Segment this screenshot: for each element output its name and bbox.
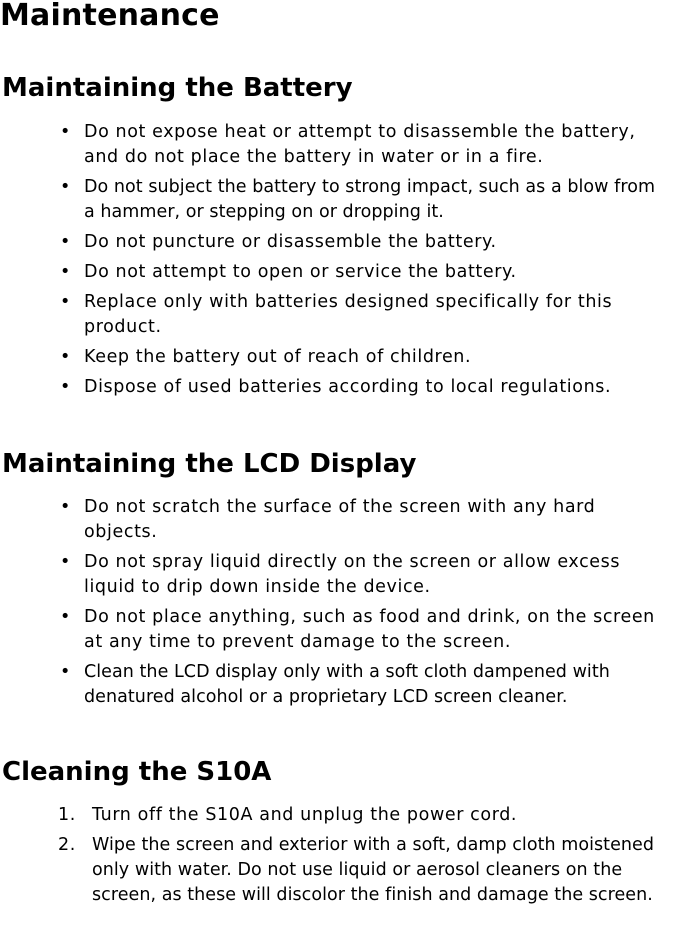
list-item	[60, 345, 670, 370]
list-item-text: Turn off the S10A and unplug the power cord.	[92, 805, 518, 825]
step-number: 1.	[58, 805, 76, 825]
list-item	[60, 550, 670, 600]
list-item	[60, 495, 670, 545]
list-item	[60, 375, 670, 400]
page-title: Maintenance	[0, 0, 220, 33]
list-item-text: Wipe the screen and exterior with a soft, damp cloth moistened only with water. Do not use liquid or aerosol cleaners on the screen, as these will discolor the finish and damage the screen.	[92, 835, 655, 905]
list-item	[60, 175, 670, 225]
list-item-text: Keep the battery out of reach of children.	[84, 347, 472, 367]
bullet-marker: •	[60, 497, 71, 517]
bullet-marker: •	[60, 552, 71, 572]
list-item-text: Do not attempt to open or service the battery.	[84, 262, 517, 282]
bullet-marker: •	[60, 232, 71, 252]
list-item	[60, 290, 670, 340]
bullet-marker: •	[60, 347, 71, 367]
list-item	[60, 660, 670, 710]
list-item	[60, 230, 670, 255]
list-item-text: Do not expose heat or attempt to disassemble the battery, and do not place the battery in water or in a fire.	[84, 122, 636, 167]
bullet-marker: •	[60, 262, 71, 282]
bullet-marker: •	[60, 377, 71, 397]
cleaning-heading: Cleaning the S10A	[2, 757, 272, 787]
list-item	[60, 260, 670, 285]
list-item-text: Do not scratch the surface of the screen with any hard objects.	[84, 497, 596, 542]
list-item-text: Do not subject the battery to strong impact, such as a blow from a hammer, or stepping on or dropping it.	[84, 177, 656, 222]
bullet-marker: •	[60, 122, 71, 142]
lcd-heading: Maintaining the LCD Display	[2, 449, 417, 479]
list-item-text: Clean the LCD display only with a soft cloth dampened with denatured alcohol or a proprietary LCD screen cleaner.	[84, 662, 610, 707]
battery-heading: Maintaining the Battery	[2, 73, 353, 103]
lcd-list	[60, 495, 670, 715]
list-item-text: Do not place anything, such as food and drink, on the screen at any time to prevent damage to the screen.	[84, 607, 655, 652]
list-item-text: Replace only with batteries designed specifically for this product.	[84, 292, 613, 337]
list-item	[60, 605, 670, 655]
cleaning-steps	[58, 803, 688, 913]
list-item-text: Dispose of used batteries according to local regulations.	[84, 377, 612, 397]
list-item-text: Do not puncture or disassemble the battery.	[84, 232, 497, 252]
list-item	[60, 120, 670, 170]
battery-list	[60, 120, 670, 405]
list-item-text: Do not spray liquid directly on the screen or allow excess liquid to drip down inside the device.	[84, 552, 621, 597]
bullet-marker: •	[60, 607, 71, 627]
bullet-marker: •	[60, 177, 71, 197]
step-number: 2.	[58, 835, 76, 855]
bullet-marker: •	[60, 662, 71, 682]
list-item	[58, 803, 688, 828]
list-item	[58, 833, 688, 908]
bullet-marker: •	[60, 292, 71, 312]
